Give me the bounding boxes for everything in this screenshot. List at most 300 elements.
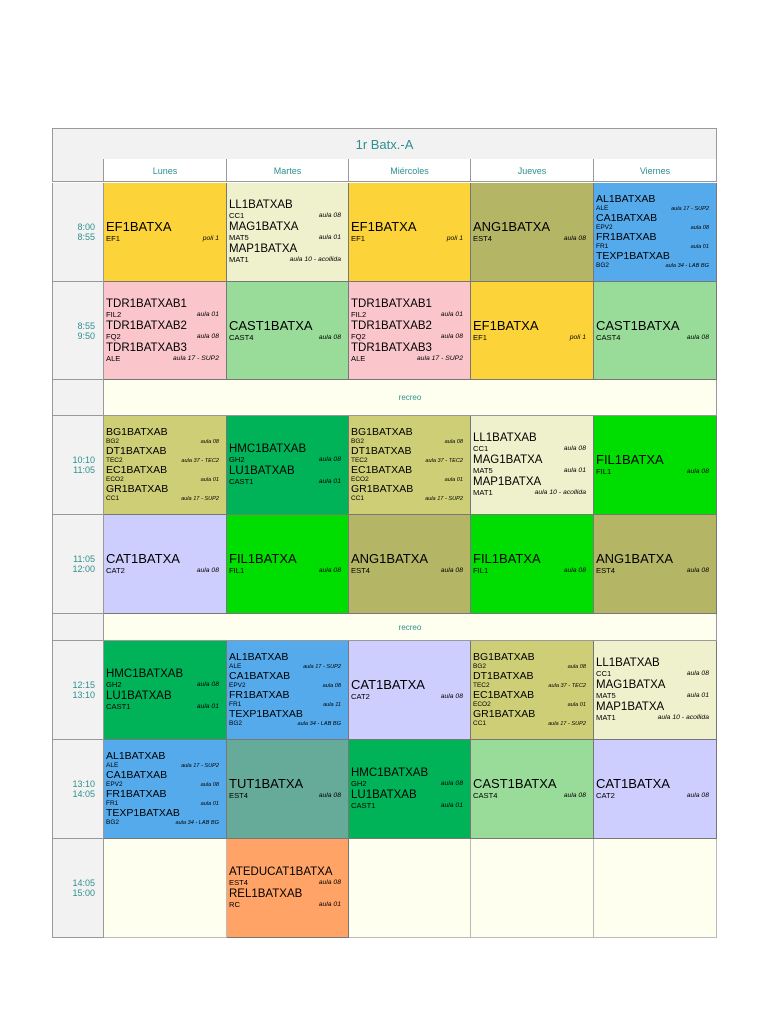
- subject-code: BG2: [473, 663, 487, 670]
- room-label: aula 08: [440, 780, 463, 787]
- group-name: LL1BATXAB: [596, 657, 660, 669]
- time-start: 13:10: [72, 779, 95, 789]
- time-slot: [52, 839, 104, 938]
- class-cell[interactable]: [227, 282, 349, 380]
- subject-line: [596, 566, 709, 576]
- subject-line: [596, 467, 709, 477]
- group-name: CAST1BATXA: [596, 317, 680, 333]
- subject-line: [106, 819, 219, 827]
- subject-line: [351, 801, 463, 811]
- group-name: CA1BATXAB: [106, 769, 168, 781]
- room-label: aula 08: [196, 567, 219, 574]
- group-name: GR1BATXAB: [351, 483, 414, 495]
- room-label: aula 01: [444, 477, 463, 483]
- group-name: CA1BATXAB: [596, 212, 658, 224]
- room-label: poli 1: [446, 235, 463, 242]
- group-name: AL1BATXAB: [596, 193, 656, 205]
- class-cell[interactable]: [594, 282, 717, 380]
- time-start: 8:55: [77, 320, 95, 331]
- class-cell[interactable]: [594, 740, 717, 839]
- group-name: LU1BATXAB: [351, 789, 417, 801]
- group-name: HMC1BATXAB: [351, 767, 429, 779]
- time-start: 8:00: [77, 222, 95, 232]
- subject-code: RC: [229, 900, 240, 909]
- subject-code: EST4: [351, 566, 370, 575]
- subject-line: [106, 332, 219, 342]
- subject-line: [473, 466, 586, 476]
- group-name: FIL1BATXA: [229, 551, 297, 566]
- room-label: aula 08: [563, 235, 586, 242]
- room-label: aula 08: [686, 567, 709, 574]
- subject-line: [473, 333, 586, 343]
- subject-code: MAT1: [473, 488, 493, 497]
- room-label: aula 08: [686, 468, 709, 475]
- subject-code: EF1: [473, 332, 487, 342]
- subject-line: [106, 234, 219, 244]
- subject-code: GH2: [229, 455, 245, 464]
- group-name: MAG1BATXA: [596, 679, 666, 691]
- room-label: aula 17 - SUP2: [425, 496, 463, 502]
- subject-line: [596, 791, 709, 801]
- subject-code: EF1: [106, 234, 120, 243]
- header-corner: [52, 159, 104, 182]
- subject-code: EST4: [596, 566, 615, 575]
- group-name: EC1BATXAB: [473, 689, 535, 701]
- group-name: ANG1BATXA: [351, 551, 429, 566]
- room-label: aula 10 - acollida: [289, 256, 341, 263]
- room-label: aula 01: [196, 703, 219, 710]
- subject-line: [351, 310, 463, 320]
- group-name: GR1BATXAB: [106, 483, 169, 495]
- group-name: AL1BATXAB: [106, 750, 166, 762]
- room-label: aula 11: [323, 702, 341, 708]
- group-name: BG1BATXAB: [351, 426, 413, 438]
- group-name: TEXP1BATXAB: [106, 807, 180, 819]
- room-label: aula 08: [440, 567, 463, 574]
- subject-code: CC1: [596, 669, 612, 678]
- group-name: EC1BATXAB: [106, 464, 168, 476]
- group-name: DT1BATXAB: [351, 445, 412, 457]
- class-cell[interactable]: [227, 515, 349, 614]
- room-label: aula 01: [563, 467, 586, 474]
- time-end: 12:00: [72, 564, 95, 574]
- subject-line: [473, 488, 586, 498]
- class-cell[interactable]: [471, 183, 594, 282]
- subject-line: [229, 211, 341, 221]
- class-cell[interactable]: [104, 183, 227, 282]
- subject-code: FR1: [229, 701, 242, 708]
- subject-code: GH2: [351, 779, 367, 788]
- subject-code: MAT5: [229, 233, 249, 242]
- subject-code: CC1: [473, 444, 489, 453]
- subject-code: CC1: [106, 495, 120, 502]
- group-name: ATEDUCAT1BATXA: [229, 866, 333, 878]
- subject-code: MAT5: [596, 691, 616, 700]
- subject-code: FQ2: [106, 331, 121, 341]
- group-name: REL1BATXAB: [229, 888, 303, 900]
- class-cell[interactable]: [349, 183, 471, 282]
- subject-code: FR1: [106, 800, 119, 807]
- group-name: LL1BATXAB: [229, 199, 293, 211]
- subject-code: CAST1: [351, 801, 376, 810]
- subject-line: [229, 566, 341, 576]
- room-label: aula 37 - TEC2: [181, 458, 219, 464]
- room-label: aula 08: [440, 332, 463, 340]
- subject-line: [596, 262, 709, 270]
- subject-line: [106, 702, 219, 712]
- class-cell[interactable]: [349, 515, 471, 614]
- subject-code: CC1: [473, 720, 487, 727]
- class-cell[interactable]: [594, 515, 717, 614]
- group-name: MAP1BATXA: [596, 701, 665, 713]
- room-label: aula 17 - SUP2: [671, 206, 709, 212]
- day-header-3: Miércoles: [349, 159, 471, 182]
- room-label: aula 01: [318, 901, 341, 908]
- group-name: FR1BATXAB: [596, 231, 657, 243]
- group-name: FR1BATXAB: [106, 788, 167, 800]
- group-name: TEXP1BATXAB: [229, 708, 303, 720]
- subject-line: [473, 566, 586, 576]
- group-name: CAST1BATXA: [473, 776, 557, 791]
- subject-line: [229, 455, 341, 465]
- room-label: aula 37 - TEC2: [548, 683, 586, 689]
- room-label: aula 08: [567, 664, 586, 670]
- subject-line: [229, 333, 341, 343]
- subject-code: FIL1: [596, 467, 612, 476]
- class-cell[interactable]: [471, 416, 594, 515]
- class-cell[interactable]: [227, 183, 349, 282]
- class-cell[interactable]: [104, 416, 227, 515]
- empty-cell: [349, 839, 471, 938]
- room-label: aula 34 - LAB BG: [175, 820, 219, 826]
- subject-code: CC1: [351, 495, 365, 502]
- subject-code: CAST1: [229, 477, 254, 486]
- group-name: MAP1BATXA: [229, 243, 298, 255]
- room-label: aula 17 - SUP2: [548, 721, 586, 727]
- subject-code: TEC2: [351, 457, 368, 464]
- subject-line: [106, 680, 219, 690]
- group-name: TUT1BATXA: [229, 776, 304, 791]
- subject-line: [351, 566, 463, 576]
- subject-line: [473, 791, 586, 801]
- group-name: MAG1BATXA: [229, 221, 299, 233]
- group-name: LU1BATXAB: [229, 465, 295, 477]
- timetable: [52, 128, 717, 952]
- subject-code: CAST1: [106, 702, 131, 711]
- subject-line: [351, 495, 463, 503]
- subject-line: [596, 669, 709, 679]
- room-label: aula 01: [440, 802, 463, 809]
- subject-code: CAT2: [106, 566, 125, 575]
- room-label: aula 08: [686, 333, 709, 341]
- subject-line: [351, 692, 463, 702]
- subject-code: FIL2: [106, 309, 122, 319]
- subject-line: [351, 332, 463, 342]
- subject-line: [106, 354, 219, 364]
- room-label: aula 08: [318, 333, 341, 341]
- subject-line: [229, 900, 341, 910]
- subject-code: BG2: [106, 438, 120, 445]
- time-end: 15:00: [72, 888, 95, 898]
- time-start: 10:10: [72, 455, 95, 465]
- break-label: recreo: [104, 380, 717, 416]
- group-name: EF1BATXA: [351, 219, 417, 234]
- class-cell[interactable]: [471, 641, 594, 740]
- subject-code: CAST4: [596, 332, 621, 342]
- class-cell[interactable]: [471, 515, 594, 614]
- room-label: aula 10 - acollida: [534, 489, 586, 496]
- time-end: 8:55: [77, 232, 95, 242]
- subject-line: [106, 495, 219, 503]
- subject-code: EST4: [229, 791, 248, 800]
- subject-line: [229, 477, 341, 487]
- break-label: recreo: [104, 614, 717, 641]
- room-label: aula 08: [318, 456, 341, 463]
- subject-line: [473, 444, 586, 454]
- subject-code: TEC2: [473, 682, 490, 689]
- group-name: FIL1BATXA: [596, 452, 664, 467]
- time-slot: [52, 282, 104, 380]
- time-slot: [52, 641, 104, 740]
- room-label: aula 01: [686, 692, 709, 699]
- group-name: DT1BATXAB: [473, 670, 534, 682]
- class-cell[interactable]: [227, 839, 349, 938]
- subject-code: ALE: [596, 205, 609, 212]
- subject-line: [351, 234, 463, 244]
- time-slot: [52, 515, 104, 614]
- subject-code: CAT2: [351, 692, 370, 701]
- time-start: 11:05: [73, 554, 95, 564]
- subject-line: [229, 720, 341, 728]
- subject-code: MAT1: [596, 713, 616, 722]
- subject-line: [473, 720, 586, 728]
- group-name: CA1BATXAB: [229, 670, 291, 682]
- room-label: aula 08: [200, 439, 219, 445]
- subject-line: [106, 566, 219, 576]
- break-time-cell: [52, 380, 104, 416]
- subject-code: ECO2: [351, 476, 369, 483]
- time-slot: [52, 183, 104, 282]
- group-name: AL1BATXAB: [229, 651, 289, 663]
- group-name: TDR1BATXAB2: [106, 319, 187, 332]
- subject-code: FIL2: [351, 309, 367, 319]
- class-cell[interactable]: [349, 641, 471, 740]
- group-name: BG1BATXAB: [473, 651, 535, 663]
- subject-code: FQ2: [351, 331, 366, 341]
- room-label: aula 08: [563, 445, 586, 452]
- group-name: EC1BATXAB: [351, 464, 413, 476]
- room-label: poli 1: [569, 333, 586, 341]
- room-label: aula 08: [318, 792, 341, 799]
- subject-code: EPV2: [106, 781, 123, 788]
- room-label: poli 1: [202, 235, 219, 242]
- class-cell[interactable]: [349, 740, 471, 839]
- group-name: TDR1BATXAB2: [351, 319, 432, 332]
- room-label: aula 01: [318, 234, 341, 241]
- group-name: LU1BATXAB: [106, 690, 172, 702]
- subject-code: ECO2: [106, 476, 124, 483]
- room-label: aula 08: [200, 782, 219, 788]
- subject-code: FR1: [596, 243, 609, 250]
- timetable-title: 1r Batx.-A: [52, 128, 717, 160]
- room-label: aula 01: [440, 310, 463, 318]
- class-cell[interactable]: [227, 641, 349, 740]
- room-label: aula 37 - TEC2: [425, 458, 463, 464]
- empty-cell: [471, 839, 594, 938]
- time-end: 13:10: [72, 690, 95, 700]
- subject-code: EF1: [351, 234, 365, 243]
- class-cell[interactable]: [104, 740, 227, 839]
- group-name: LL1BATXAB: [473, 432, 537, 444]
- group-name: MAP1BATXA: [473, 476, 542, 488]
- class-cell[interactable]: [471, 282, 594, 380]
- room-label: aula 08: [444, 439, 463, 445]
- room-label: aula 08: [322, 683, 341, 689]
- group-name: MAG1BATXA: [473, 454, 543, 466]
- group-name: HMC1BATXAB: [106, 668, 184, 680]
- room-label: aula 08: [690, 225, 709, 231]
- class-cell[interactable]: [349, 282, 471, 380]
- room-label: aula 01: [318, 478, 341, 485]
- group-name: TDR1BATXAB1: [351, 297, 432, 310]
- time-end: 11:05: [73, 465, 95, 475]
- room-label: aula 08: [196, 332, 219, 340]
- subject-line: [596, 713, 709, 723]
- subject-code: CC1: [229, 211, 245, 220]
- room-label: aula 01: [690, 244, 709, 250]
- group-name: CAT1BATXA: [351, 677, 425, 692]
- class-cell[interactable]: [471, 740, 594, 839]
- group-name: HMC1BATXAB: [229, 443, 307, 455]
- room-label: aula 17 - SUP2: [416, 354, 463, 362]
- subject-code: EPV2: [596, 224, 613, 231]
- room-label: aula 01: [200, 477, 219, 483]
- subject-code: ALE: [106, 353, 121, 363]
- group-name: CAST1BATXA: [229, 317, 313, 333]
- subject-code: EST4: [473, 234, 492, 243]
- subject-line: [229, 878, 341, 888]
- room-label: aula 08: [563, 792, 586, 799]
- subject-code: TEC2: [106, 457, 123, 464]
- subject-code: CAST4: [229, 332, 254, 342]
- group-name: TDR1BATXAB3: [106, 341, 187, 354]
- room-label: aula 34 - LAB BG: [665, 263, 709, 269]
- subject-code: CAST4: [473, 791, 498, 800]
- day-header-1: Lunes: [104, 159, 227, 182]
- subject-code: FIL1: [473, 566, 489, 575]
- subject-code: ECO2: [473, 701, 491, 708]
- subject-line: [229, 791, 341, 801]
- room-label: aula 01: [196, 310, 219, 318]
- group-name: EF1BATXA: [473, 317, 539, 333]
- subject-line: [596, 691, 709, 701]
- class-cell[interactable]: [227, 416, 349, 515]
- subject-code: BG2: [596, 262, 610, 269]
- group-name: FIL1BATXA: [473, 551, 541, 566]
- subject-code: CAT2: [596, 791, 615, 800]
- room-label: aula 08: [196, 681, 219, 688]
- class-cell[interactable]: [104, 641, 227, 740]
- time-slot: [52, 416, 104, 515]
- class-cell[interactable]: [594, 416, 717, 515]
- empty-cell: [594, 839, 717, 938]
- class-cell[interactable]: [104, 282, 227, 380]
- subject-code: EST4: [229, 878, 248, 887]
- group-name: CAT1BATXA: [106, 551, 180, 566]
- subject-code: GH2: [106, 680, 122, 689]
- group-name: ANG1BATXA: [473, 219, 551, 234]
- room-label: aula 17 - SUP2: [303, 664, 341, 670]
- room-label: aula 08: [686, 670, 709, 677]
- room-label: aula 08: [318, 212, 341, 219]
- subject-code: ALE: [229, 663, 242, 670]
- class-cell[interactable]: [227, 740, 349, 839]
- subject-code: BG2: [106, 819, 120, 826]
- subject-line: [229, 255, 341, 265]
- room-label: aula 17 - SUP2: [181, 496, 219, 502]
- break-time-cell: [52, 614, 104, 641]
- subject-line: [106, 310, 219, 320]
- subject-line: [473, 234, 586, 244]
- class-cell[interactable]: [349, 416, 471, 515]
- room-label: aula 17 - SUP2: [181, 763, 219, 769]
- room-label: aula 34 - LAB BG: [297, 721, 341, 727]
- time-start: 14:05: [72, 878, 95, 888]
- room-label: aula 10 - acollida: [657, 714, 709, 721]
- room-label: aula 08: [440, 693, 463, 700]
- day-header-2: Martes: [227, 159, 349, 182]
- time-slot: [52, 740, 104, 839]
- group-name: TEXP1BATXAB: [596, 250, 670, 262]
- class-cell[interactable]: [104, 515, 227, 614]
- day-header-4: Jueves: [471, 159, 594, 182]
- subject-code: MAT5: [473, 466, 493, 475]
- group-name: BG1BATXAB: [106, 426, 168, 438]
- subject-code: EPV2: [229, 682, 246, 689]
- group-name: ANG1BATXA: [596, 551, 674, 566]
- empty-cell: [104, 839, 227, 938]
- subject-code: BG2: [229, 720, 243, 727]
- room-label: aula 01: [200, 801, 219, 807]
- group-name: TDR1BATXAB3: [351, 341, 432, 354]
- time-end: 14:05: [72, 789, 95, 799]
- room-label: aula 08: [563, 567, 586, 574]
- room-label: aula 08: [318, 879, 341, 886]
- class-cell[interactable]: [594, 641, 717, 740]
- room-label: aula 08: [686, 792, 709, 799]
- subject-line: [229, 233, 341, 243]
- time-end: 9:50: [77, 330, 95, 341]
- time-start: 12:15: [72, 680, 95, 690]
- group-name: DT1BATXAB: [106, 445, 167, 457]
- group-name: TDR1BATXAB1: [106, 297, 187, 310]
- subject-code: ALE: [106, 762, 119, 769]
- subject-line: [351, 779, 463, 789]
- room-label: aula 01: [567, 702, 586, 708]
- group-name: CAT1BATXA: [596, 776, 670, 791]
- subject-line: [351, 354, 463, 364]
- room-label: aula 17 - SUP2: [172, 354, 219, 362]
- subject-code: BG2: [351, 438, 365, 445]
- subject-code: MAT1: [229, 255, 249, 264]
- class-cell[interactable]: [594, 183, 717, 282]
- group-name: GR1BATXAB: [473, 708, 536, 720]
- subject-code: FIL1: [229, 566, 245, 575]
- room-label: aula 08: [318, 567, 341, 574]
- group-name: EF1BATXA: [106, 219, 172, 234]
- day-header-5: Viernes: [594, 159, 717, 182]
- subject-line: [596, 333, 709, 343]
